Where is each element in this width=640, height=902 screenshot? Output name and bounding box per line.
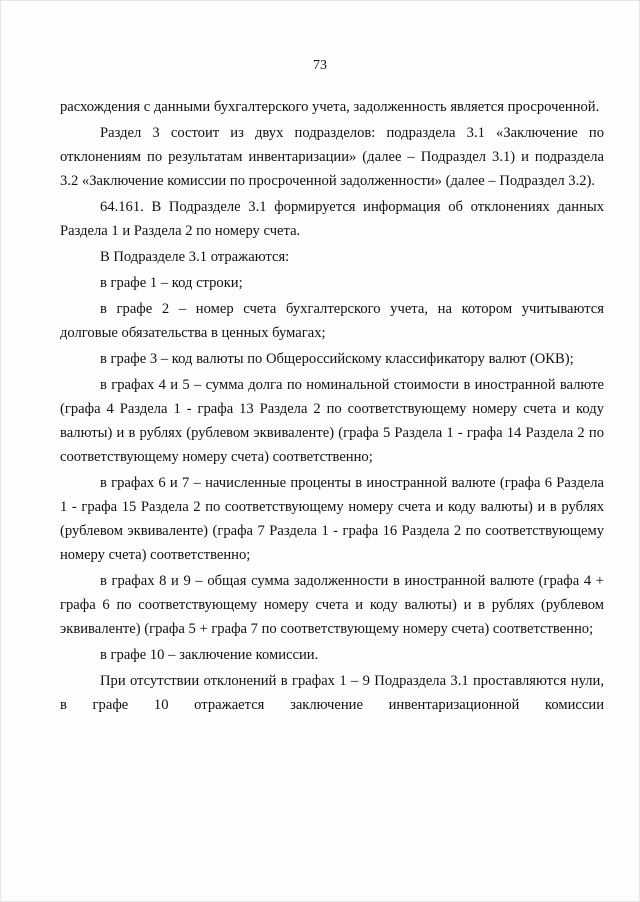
paragraph-column-1: в графе 1 – код строки; xyxy=(100,275,243,291)
paragraph-64-161: 64.161. В Подразделе 3.1 формируется информация об отклонениях данных Раздела 1 и Раздела 2 по номеру счета. xyxy=(60,199,604,239)
paragraph-column-10: в графе 10 – заключение комиссии. xyxy=(100,647,319,663)
paragraph-no-deviations: При отсутствии отклонений в графах 1 – 9 Подраздела 3.1 проставляются нули, в графе 10 отражается заключение инвентаризационной комиссии xyxy=(60,673,604,713)
paragraph-continuation: расхождения с данными бухгалтерского учета, задолженность является просроченной. xyxy=(60,99,600,115)
paragraph-column-3: в графе 3 – код валюты по Общероссийскому классификатору валют (ОКВ); xyxy=(100,351,574,367)
paragraph-columns-4-5: в графах 4 и 5 – сумма долга по номинальной стоимости в иностранной валюте (графа 4 Раздела 1 - графа 13 Раздела 2 по соответствующему номеру счета и коду валюты) и в рублях (рублевом эквиваленте) (графа 5 Раздела 1 - графа 14 Раздела 2 по соответствующему номеру счета) соответственно; xyxy=(60,377,604,465)
paragraph-column-2: в графе 2 – номер счета бухгалтерского учета, на котором учитываются долговые обязательства в ценных бумагах; xyxy=(60,301,604,341)
paragraph-reflected: В Подразделе 3.1 отражаются: xyxy=(100,249,290,265)
paragraph-columns-8-9: в графах 8 и 9 – общая сумма задолженности в иностранной валюте (графа 4 + графа 6 по соответствующему номеру счета и коду валюты) и в рублях (рублевом эквиваленте) (графа 5 + графа 7 по соответствующему номеру счета) соответственно; xyxy=(60,573,604,637)
page-number: 73 xyxy=(313,58,327,73)
paragraph-section-3: Раздел 3 состоит из двух подразделов: подраздела 3.1 «Заключение по отклонениям по результатам инвентаризации» (далее – Подраздел 3.1) и подраздела 3.2 «Заключение комиссии по просроченной задолженности» (далее – Подраздел 3.2). xyxy=(60,125,604,189)
paragraph-columns-6-7: в графах 6 и 7 – начисленные проценты в иностранной валюте (графа 6 Раздела 1 - графа 15 Раздела 2 по соответствующему номеру счета и коду валюты) и в рублях (рублевом эквиваленте) (графа 7 Раздела 1 - графа 16 Раздела 2 по соответствующему номеру счета) соответственно; xyxy=(60,475,604,563)
document-body xyxy=(60,95,604,717)
